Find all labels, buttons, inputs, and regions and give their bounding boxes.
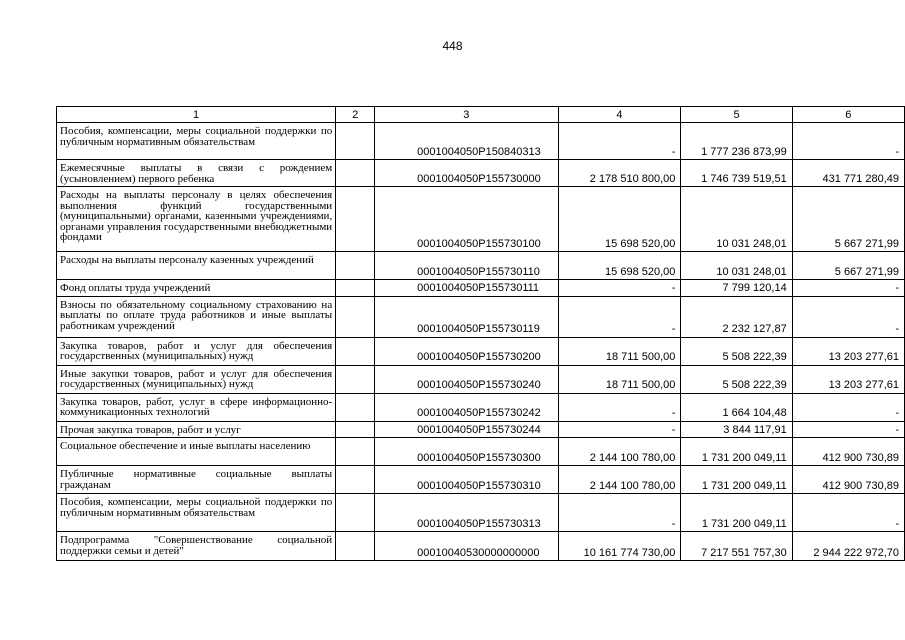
row-code-cell: 00010040530000000000 [375,532,558,561]
column-header-3: 3 [375,107,558,123]
row-value-5-cell: 10 031 248,01 [681,187,792,252]
row-value-4-cell: 18 711 500,00 [558,337,681,365]
row-value-6-cell: 5 667 271,99 [792,252,904,280]
row-value-6-cell: 5 667 271,99 [792,187,904,252]
row-name-cell: Взносы по обязательному социальному страхованию на выплаты по оплате труда работников и иные выплаты работникам учреждений [57,296,336,337]
row-value-5-cell: 5 508 222,39 [681,337,792,365]
table-row [57,365,905,393]
row-value-4-cell: 18 711 500,00 [558,365,681,393]
row-value-5-cell: 1 664 104,48 [681,393,792,421]
table-row [57,296,905,337]
row-name-cell: Расходы на выплаты персоналу казенных учреждений [57,252,336,280]
table-row [57,160,905,187]
column-header-6: 6 [792,107,904,123]
row-code-cell: 0001004050P150840313 [375,123,558,160]
row-value-4-cell: 2 178 510 800,00 [558,160,681,187]
table-row [57,187,905,252]
row-value-5-cell: 7 799 120,14 [681,280,792,297]
row-column-2-cell [336,160,375,187]
table-row [57,280,905,297]
row-value-6-cell: - [792,280,904,297]
row-value-5-cell: 3 844 117,91 [681,421,792,438]
row-name-cell: Прочая закупка товаров, работ и услуг [57,421,336,438]
row-value-5-cell: 5 508 222,39 [681,365,792,393]
row-value-4-cell: - [558,296,681,337]
row-value-5-cell: 2 232 127,87 [681,296,792,337]
column-header-2: 2 [336,107,375,123]
row-column-2-cell [336,532,375,561]
row-code-cell: 0001004050P155730200 [375,337,558,365]
row-code-cell: 0001004050P155730240 [375,365,558,393]
row-name-cell: Иные закупки товаров, работ и услуг для обеспечения государственных (муниципальных) нужд [57,365,336,393]
table-row [57,494,905,532]
row-code-cell: 0001004050P155730110 [375,252,558,280]
row-value-4-cell: 15 698 520,00 [558,252,681,280]
row-value-5-cell: 7 217 551 757,30 [681,532,792,561]
row-value-4-cell: - [558,123,681,160]
row-name-cell: Пособия, компенсации, меры социальной поддержки по публичным нормативным обязательствам [57,123,336,160]
row-value-6-cell: 2 944 222 972,70 [792,532,904,561]
column-header-5: 5 [681,107,792,123]
row-value-4-cell: 2 144 100 780,00 [558,466,681,494]
row-code-cell: 0001004050P155730313 [375,494,558,532]
row-value-5-cell: 1 746 739 519,51 [681,160,792,187]
row-value-4-cell: 10 161 774 730,00 [558,532,681,561]
row-code-cell: 0001004050P155730244 [375,421,558,438]
row-column-2-cell [336,252,375,280]
row-name-cell: Фонд оплаты труда учреждений [57,280,336,297]
row-column-2-cell [336,280,375,297]
table-row [57,421,905,438]
row-code-cell: 0001004050P155730310 [375,466,558,494]
row-value-6-cell: - [792,123,904,160]
row-column-2-cell [336,337,375,365]
table-row [57,252,905,280]
row-column-2-cell [336,393,375,421]
row-code-cell: 0001004050P155730119 [375,296,558,337]
table-row [57,532,905,561]
table-row [57,393,905,421]
row-name-cell: Расходы на выплаты персоналу в целях обеспечения выполнения функций государственными (муниципальными) органами, казенными учреждениями, органами управления государственными внебюджетными фондами [57,187,336,252]
row-column-2-cell [336,421,375,438]
row-name-cell: Пособия, компенсации, меры социальной поддержки по публичным нормативным обязательствам [57,494,336,532]
row-column-2-cell [336,438,375,466]
row-code-cell: 0001004050P155730111 [375,280,558,297]
row-value-4-cell: - [558,421,681,438]
row-name-cell: Закупка товаров, работ и услуг для обеспечения государственных (муниципальных) нужд [57,337,336,365]
column-header-1: 1 [57,107,336,123]
row-value-6-cell: - [792,393,904,421]
row-value-6-cell: 431 771 280,49 [792,160,904,187]
row-value-4-cell: 15 698 520,00 [558,187,681,252]
row-name-cell: Социальное обеспечение и иные выплаты населению [57,438,336,466]
row-value-6-cell: 13 203 277,61 [792,365,904,393]
row-value-4-cell: - [558,280,681,297]
row-column-2-cell [336,466,375,494]
row-value-4-cell: 2 144 100 780,00 [558,438,681,466]
row-value-5-cell: 1 731 200 049,11 [681,466,792,494]
row-code-cell: 0001004050P155730000 [375,160,558,187]
row-value-5-cell: 1 731 200 049,11 [681,438,792,466]
row-value-6-cell: 13 203 277,61 [792,337,904,365]
row-column-2-cell [336,494,375,532]
row-value-6-cell: 412 900 730,89 [792,438,904,466]
table-row [57,123,905,160]
row-value-5-cell: 10 031 248,01 [681,252,792,280]
row-value-6-cell: - [792,494,904,532]
row-value-6-cell: - [792,421,904,438]
row-value-5-cell: 1 731 200 049,11 [681,494,792,532]
row-code-cell: 0001004050P155730300 [375,438,558,466]
row-value-6-cell: - [792,296,904,337]
row-code-cell: 0001004050P155730242 [375,393,558,421]
row-value-4-cell: - [558,393,681,421]
row-name-cell: Ежемесячные выплаты в связи с рождением (усыновлением) первого ребенка [57,160,336,187]
row-column-2-cell [336,123,375,160]
table-row [57,438,905,466]
row-column-2-cell [336,365,375,393]
table-header-row [57,107,905,123]
table-row [57,337,905,365]
budget-table [56,106,905,561]
row-name-cell: Публичные нормативные социальные выплаты гражданам [57,466,336,494]
page-number: 448 [442,39,463,53]
row-code-cell: 0001004050P155730100 [375,187,558,252]
row-column-2-cell [336,187,375,252]
column-header-4: 4 [558,107,681,123]
row-value-5-cell: 1 777 236 873,99 [681,123,792,160]
table-row [57,466,905,494]
row-column-2-cell [336,296,375,337]
row-name-cell: Закупка товаров, работ, услуг в сфере информационно-коммуникационных технологий [57,393,336,421]
row-name-cell: Подпрограмма "Совершенствование социальной поддержки семьи и детей" [57,532,336,561]
row-value-6-cell: 412 900 730,89 [792,466,904,494]
row-value-4-cell: - [558,494,681,532]
